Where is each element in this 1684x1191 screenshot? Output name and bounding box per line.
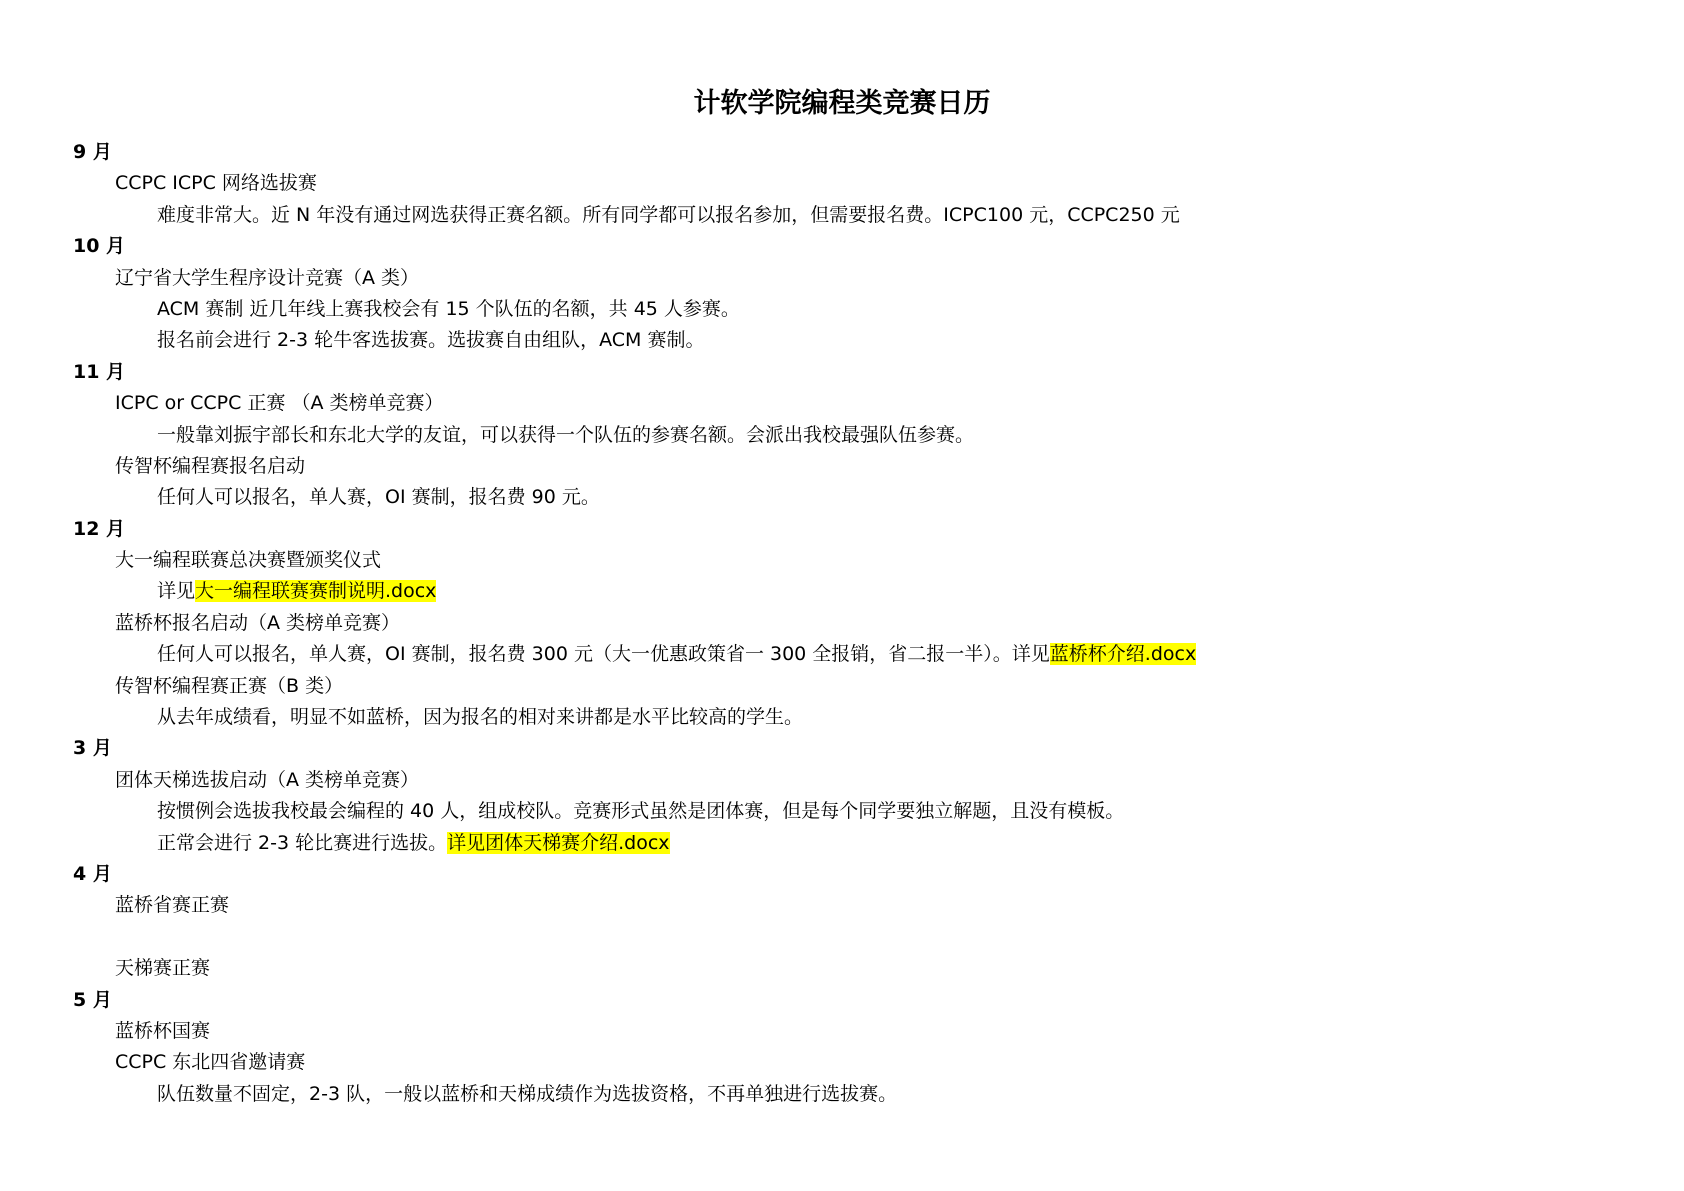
event-ladder-selection: 团体天梯选拔启动（A 类榜单竞赛） xyxy=(115,768,420,791)
lanqiao-doc-link[interactable]: 蓝桥杯介绍.docx xyxy=(1049,643,1197,666)
event-chuanzhi-registration: 传智杯编程赛报名启动 xyxy=(115,454,306,477)
event-icpc-ccpc-final: ICPC or CCPC 正赛 （A 类榜单竞赛） xyxy=(115,392,444,415)
event-description: ACM 赛制 近几年线上赛我校会有 15 个队伍的名额，共 45 人参赛。 xyxy=(157,297,740,320)
month-heading-3: 3 月 xyxy=(73,737,112,760)
event-freshman-league-final: 大一编程联赛总决赛暨颁奖仪式 xyxy=(115,549,382,572)
event-description xyxy=(73,639,1633,670)
event-description: 按惯例会选拔我校最会编程的 40 人，组成校队。竞赛形式虽然是团体赛，但是每个同学要独立解题，且没有模板。 xyxy=(157,800,1125,823)
event-description xyxy=(73,576,1633,607)
description-text: 正常会进行 2-3 轮比赛进行选拔。 xyxy=(157,831,448,854)
event-lanqiao-provincial: 蓝桥省赛正赛 xyxy=(115,894,230,917)
event-description: 报名前会进行 2-3 轮牛客选拔赛。选拔赛自由组队，ACM 赛制。 xyxy=(157,329,705,352)
page-title: 计软学院编程类竞赛日历 xyxy=(693,88,991,119)
event-lanqiao-registration: 蓝桥杯报名启动（A 类榜单竞赛） xyxy=(115,611,401,634)
month-heading-11: 11 月 xyxy=(73,360,126,383)
event-ladder-final: 天梯赛正赛 xyxy=(115,957,211,980)
event-description xyxy=(73,828,1633,859)
event-description: 队伍数量不固定，2-3 队，一般以蓝桥和天梯成绩作为选拔资格，不再单独进行选拔赛。 xyxy=(157,1082,898,1105)
month-heading-10: 10 月 xyxy=(73,235,126,258)
event-description: 任何人可以报名，单人赛，OI 赛制，报名费 90 元。 xyxy=(157,486,600,509)
event-liaoning-contest: 辽宁省大学生程序设计竞赛（A 类） xyxy=(115,266,420,289)
blank-line xyxy=(73,922,1633,953)
event-ccpc-icpc-online: CCPC ICPC 网络选拔赛 xyxy=(115,172,317,195)
event-description: 难度非常大。近 N 年没有通过网选获得正赛名额。所有同学都可以报名参加，但需要报名费。ICPC100 元，CCPC250 元 xyxy=(157,203,1180,226)
month-heading-4: 4 月 xyxy=(73,862,112,885)
event-lanqiao-national: 蓝桥杯国赛 xyxy=(115,1019,211,1042)
month-heading-9: 9 月 xyxy=(73,141,112,163)
month-heading-5: 5 月 xyxy=(73,988,112,1011)
event-description: 从去年成绩看，明显不如蓝桥，因为报名的相对来讲都是水平比较高的学生。 xyxy=(157,706,804,729)
month-heading-12: 12 月 xyxy=(73,517,126,540)
ladder-doc-link[interactable]: 详见团体天梯赛介绍.docx xyxy=(447,831,670,854)
freshman-league-doc-link[interactable]: 大一编程联赛赛制说明.docx xyxy=(195,580,437,603)
calendar-body xyxy=(73,137,1633,1110)
description-text: 详见 xyxy=(157,580,196,603)
event-description: 一般靠刘振宇部长和东北大学的友谊，可以获得一个队伍的参赛名额。会派出我校最强队伍参赛。 xyxy=(157,423,975,446)
description-text: 任何人可以报名，单人赛，OI 赛制，报名费 300 元（大一优惠政策省一 300 全报销，省二报一半）。详见 xyxy=(157,643,1050,666)
event-ccpc-northeast: CCPC 东北四省邀请赛 xyxy=(115,1051,306,1074)
event-chuanzhi-final: 传智杯编程赛正赛（B 类） xyxy=(115,674,344,697)
